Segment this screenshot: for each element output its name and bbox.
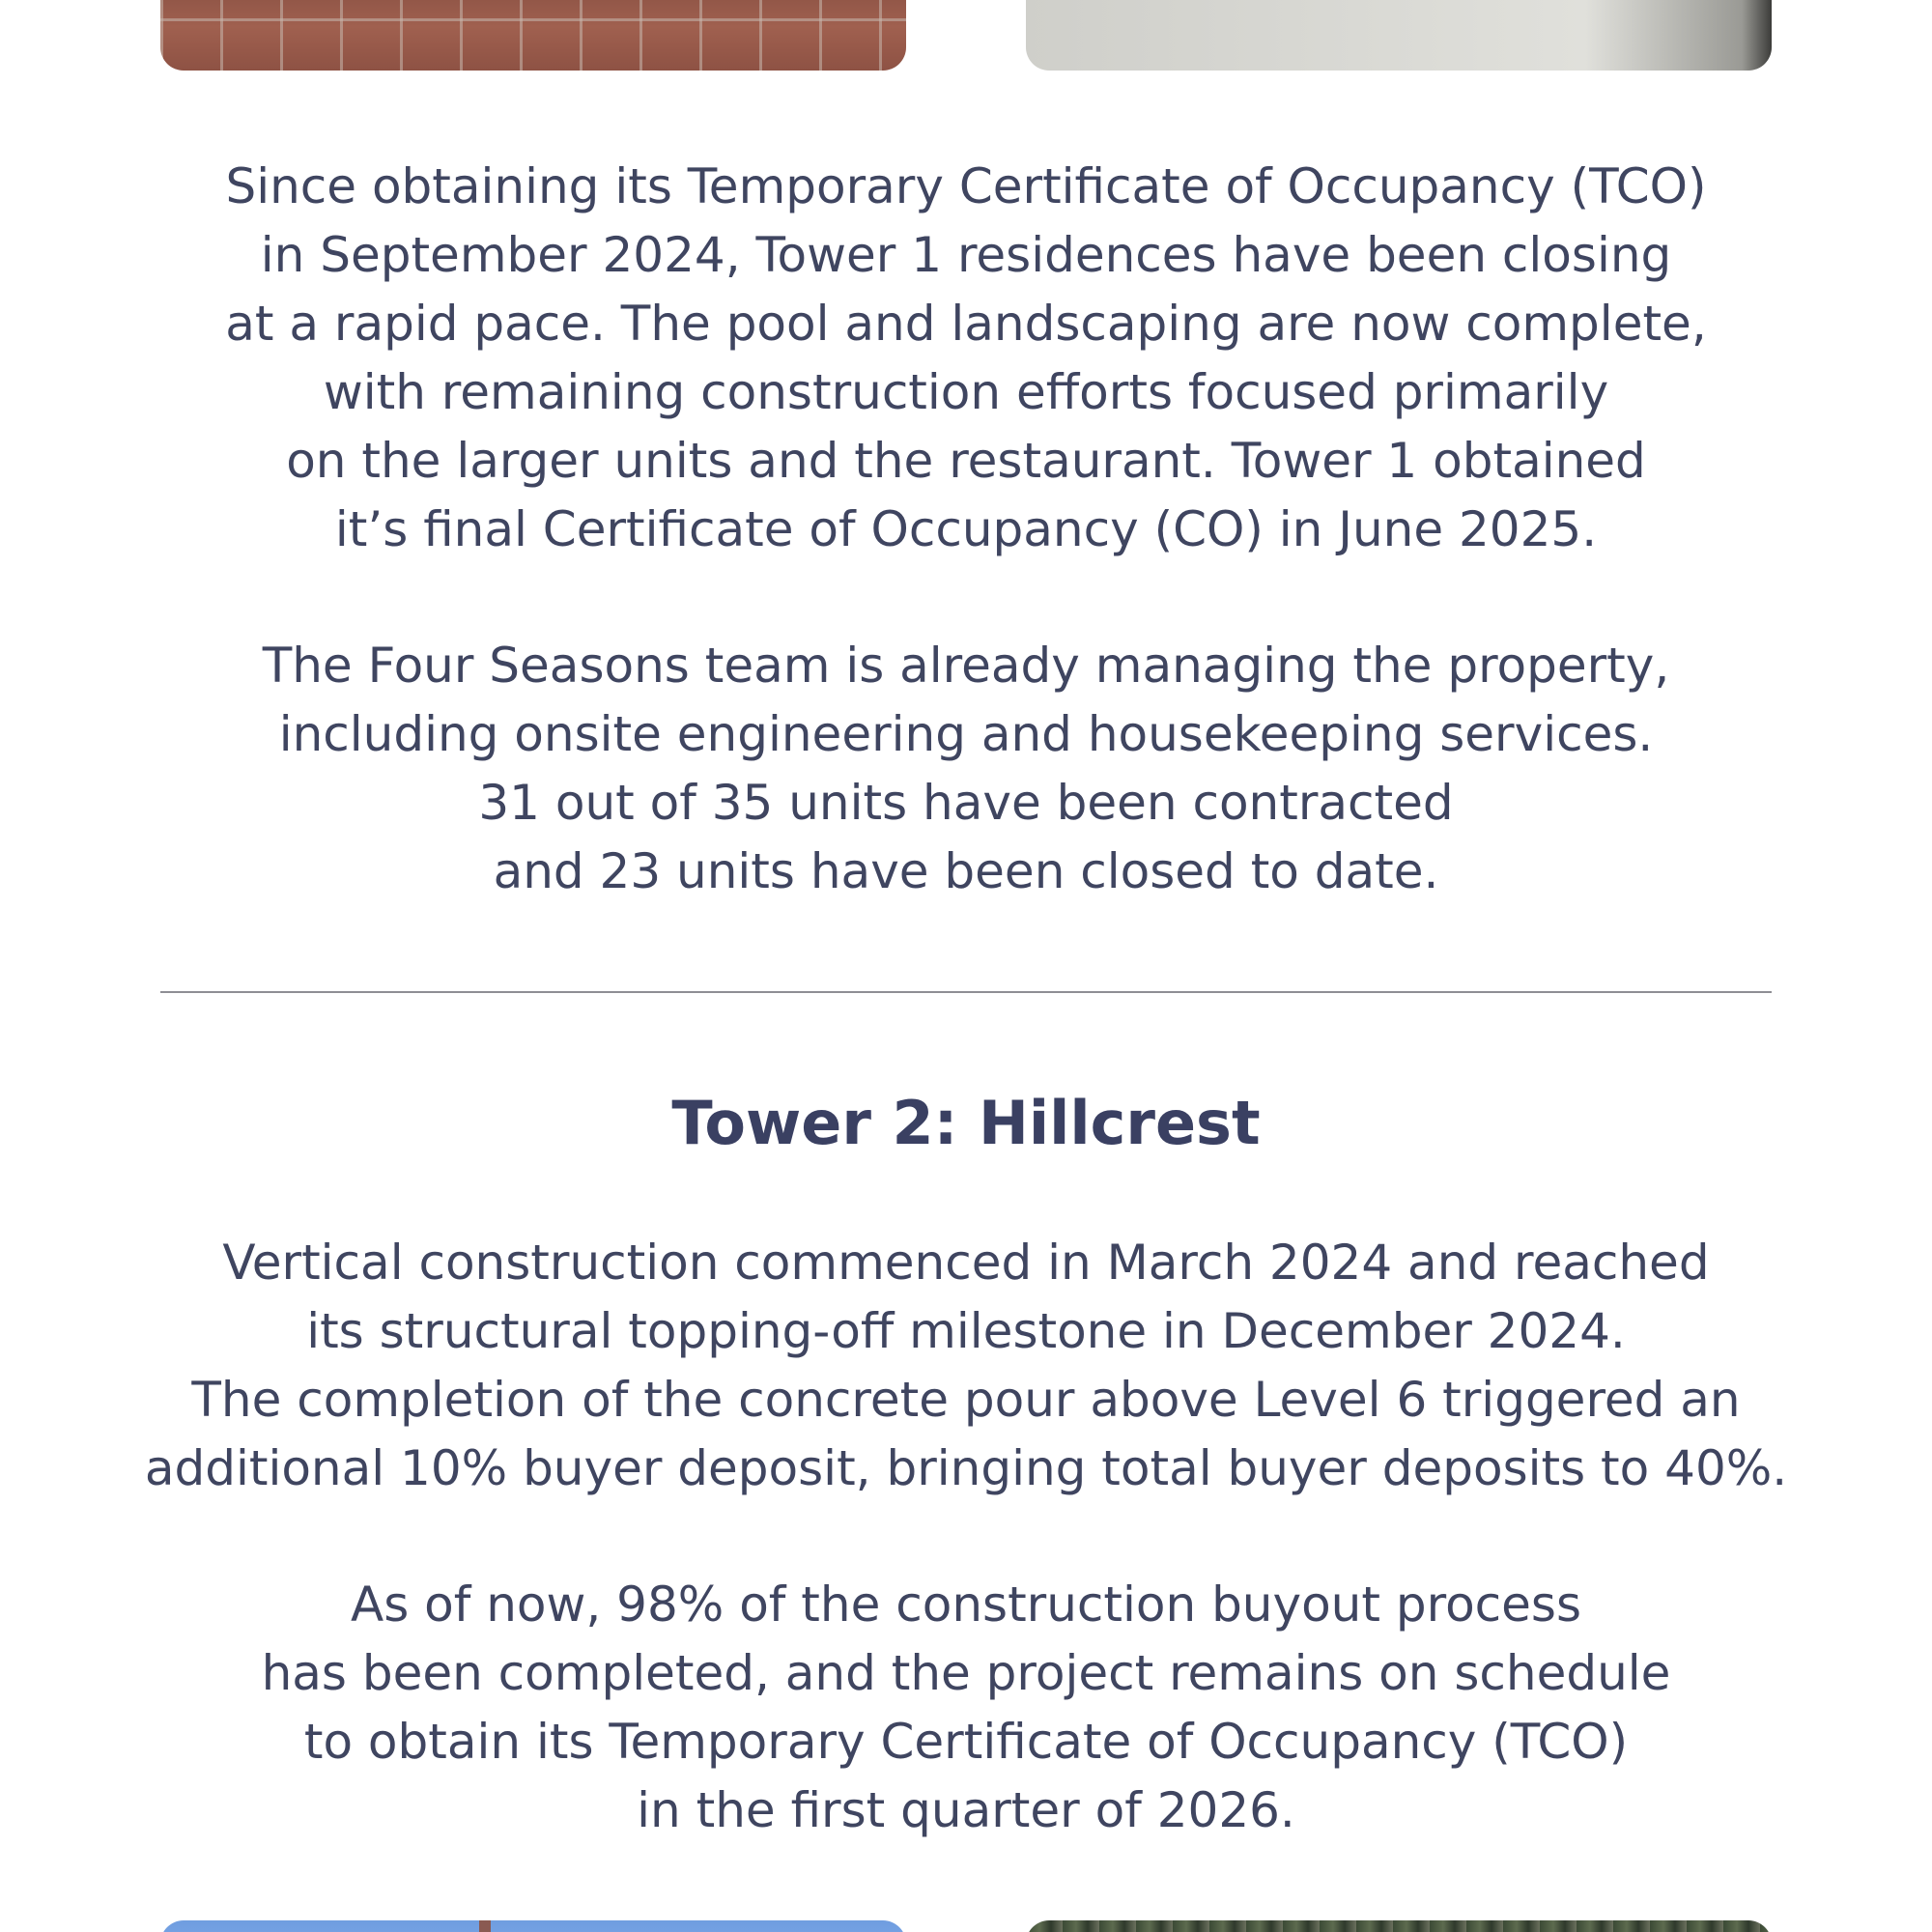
tower1-photo-tile-floor [160,0,906,71]
tower2-heading: Tower 2: Hillcrest [671,1088,1261,1158]
tower2-photo-crane [160,1920,906,1932]
section-divider [160,991,1772,993]
tower1-paragraph-2: The Four Seasons team is already managing the property, including onsite engineering and housekeeping services. 31 out of 35 units have been contracted and 23 units have been closed to date. [262,638,1670,899]
crane-icon [479,1920,491,1932]
tower1-paragraph-1: Since obtaining its Temporary Certificate of Occupancy (TCO) in September 2024, Tower 1 residences have been closing at a rapid pace. The pool and landscaping are now complete, with remaining construction efforts focused primarily on the larger units and the restaurant. Tower 1 obtained it’s final Certificate of Occupancy (CO) in June 2025. [225,158,1707,557]
tower2-paragraph-1: Vertical construction commenced in March 2024 and reached its structural topping-off milestone in December 2024. The completion of the concrete pour above Level 6 triggered an additional 10% buyer deposit, bringing total buyer deposits to 40%. [144,1235,1788,1496]
tower2-photo-aerial [1026,1920,1772,1932]
tower2-paragraph-2: As of now, 98% of the construction buyout process has been completed, and the project remains on schedule to obtain its Temporary Certificate of Occupancy (TCO) in the first quarter of 2026. [261,1577,1671,1838]
tower1-photo-surface [1026,0,1772,71]
